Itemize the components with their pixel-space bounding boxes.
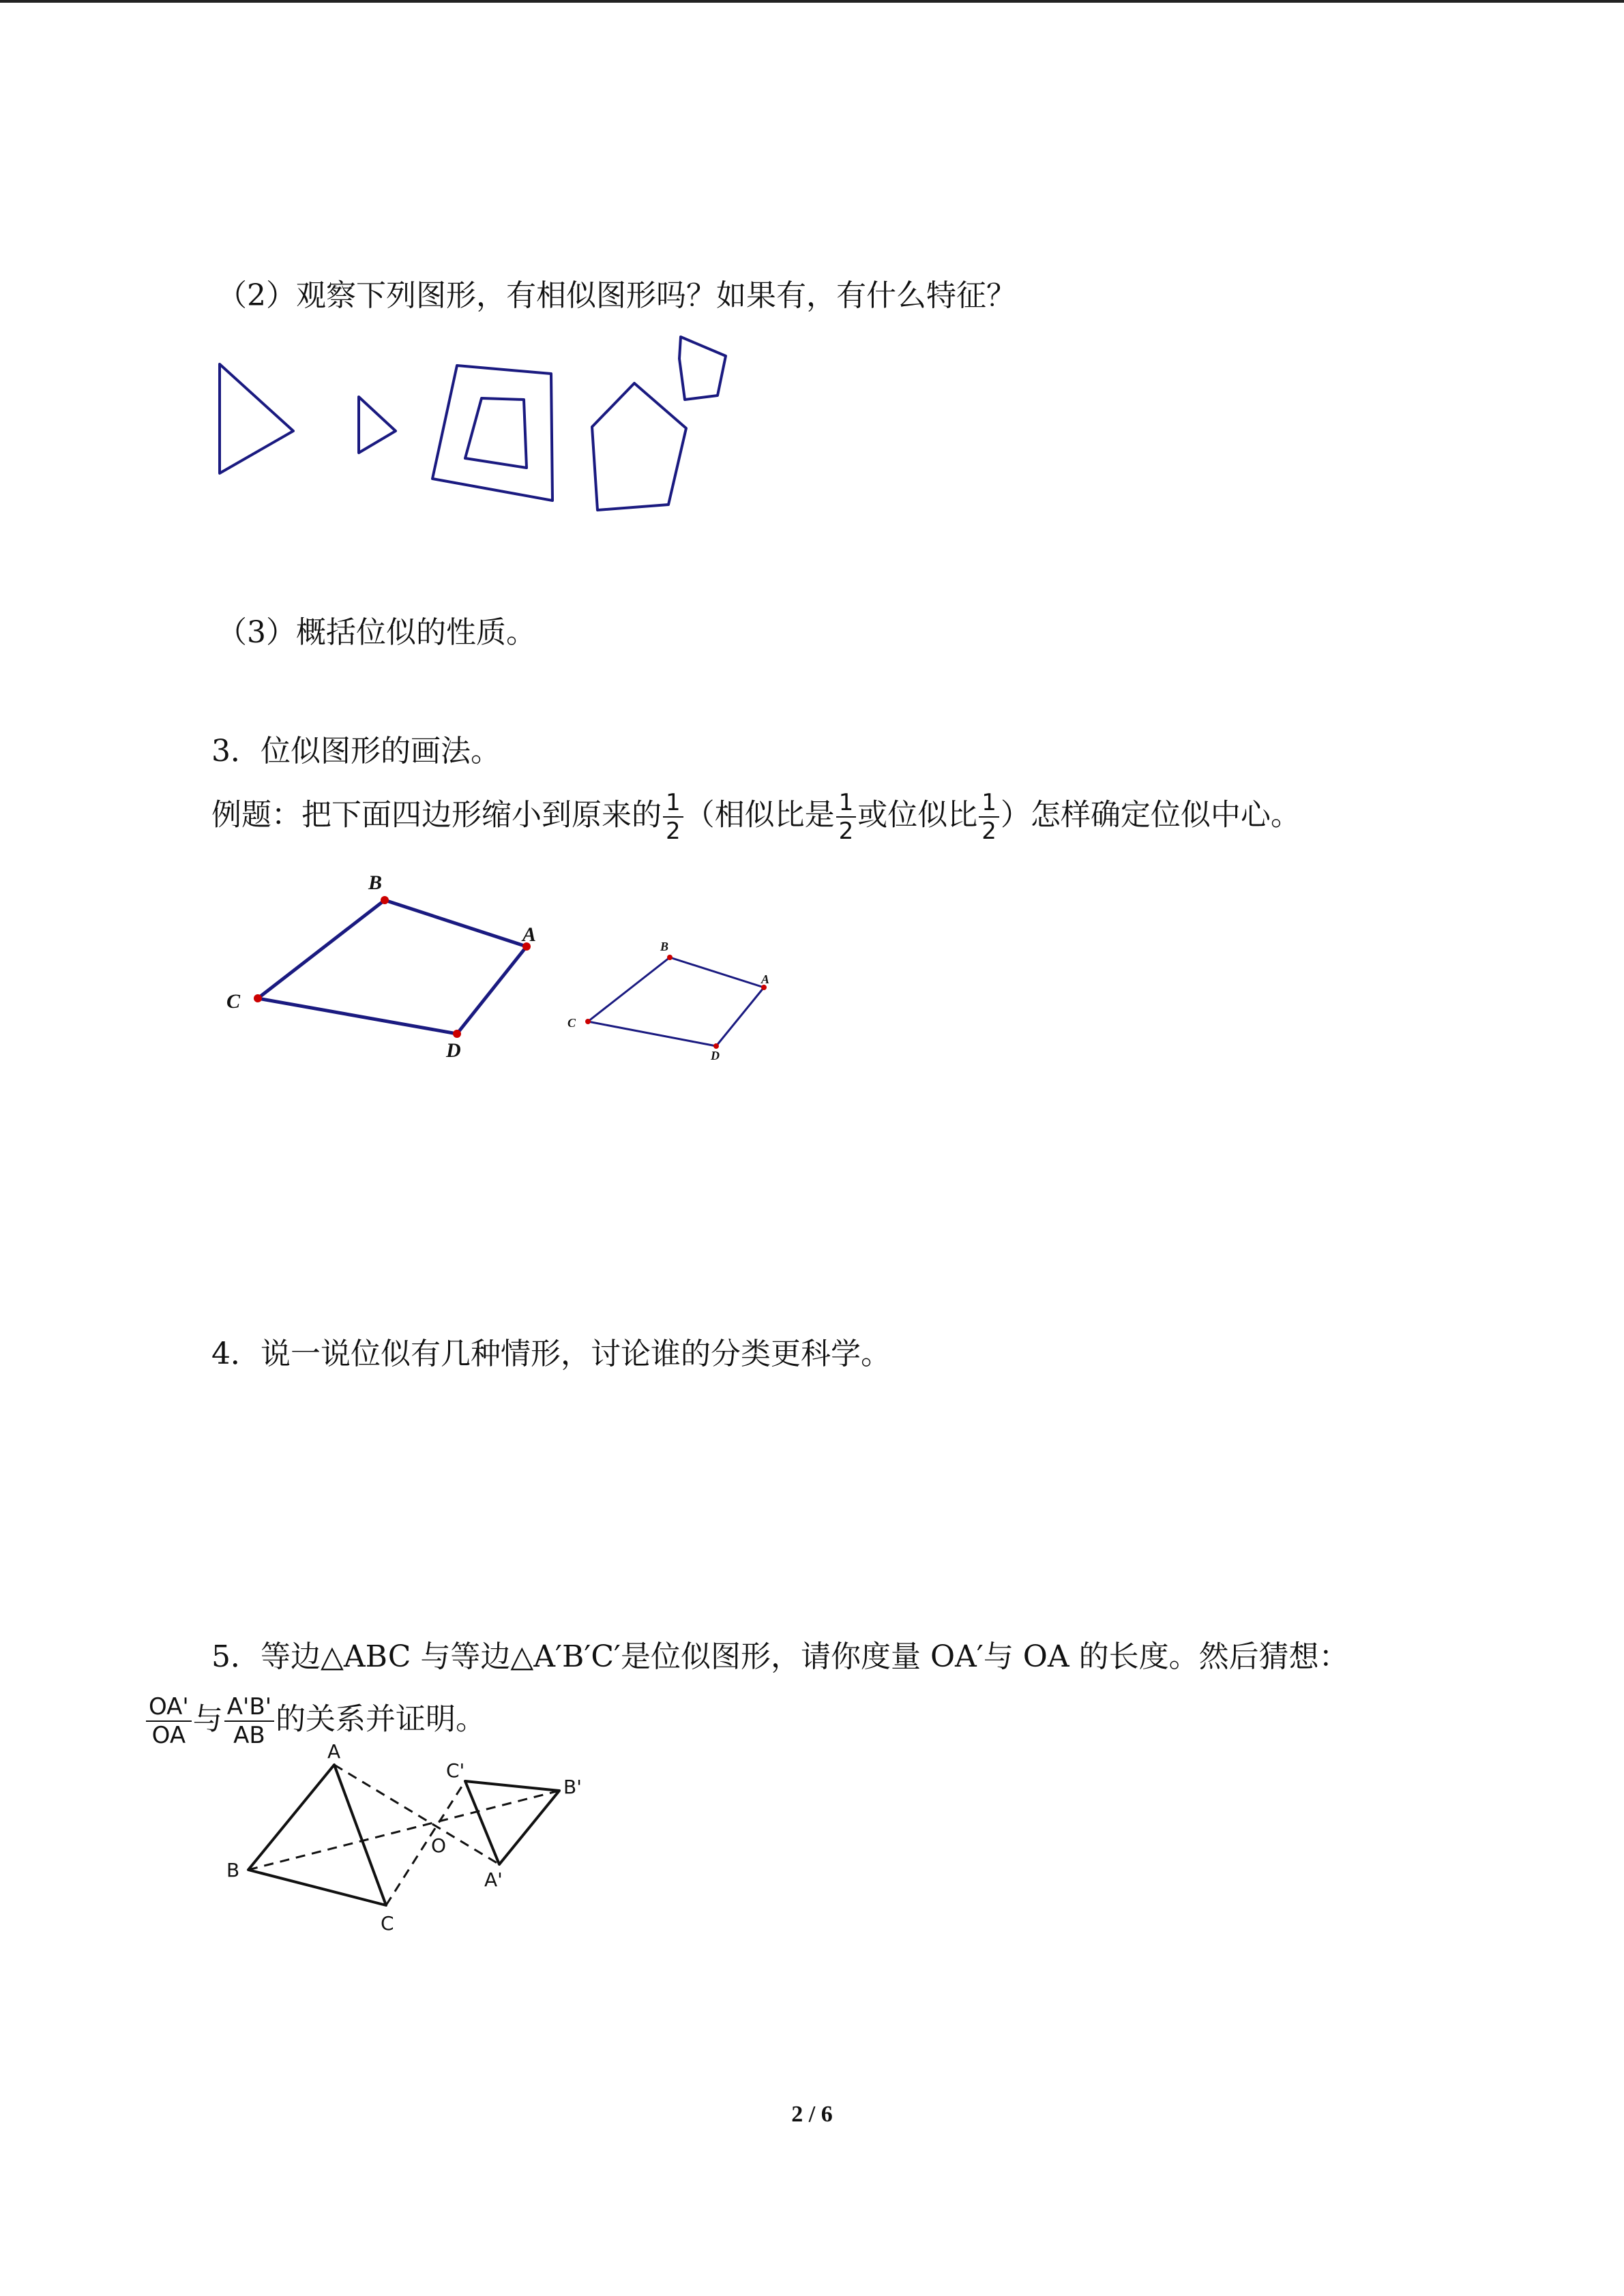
section-5-line1: 5．等边△ABC 与等边△A′B′C′是位似图形，请你度量 OA′与 OA 的长度。然后猜想： bbox=[211, 1639, 1349, 1674]
fraction-numerator: 1 bbox=[663, 791, 683, 818]
vertex-dot bbox=[667, 955, 673, 960]
label-o: O bbox=[431, 1834, 447, 1857]
label-a-prime: A' bbox=[484, 1868, 503, 1891]
fraction-denominator: AB bbox=[233, 1722, 265, 1749]
fraction-denominator: OA bbox=[151, 1722, 186, 1749]
question-2-text: （2）观察下列图形，有相似图形吗？如果有，有什么特征？ bbox=[217, 278, 1016, 313]
vertex-dot bbox=[254, 994, 262, 1002]
label-large-b: B bbox=[368, 871, 383, 894]
label-small-c: C bbox=[567, 1016, 576, 1030]
example-line bbox=[211, 791, 1301, 843]
fraction-numerator: A'B' bbox=[224, 1695, 274, 1722]
large-triangle bbox=[220, 364, 293, 473]
fraction-oa-ratio bbox=[146, 1695, 192, 1747]
section-3-heading: 3．位似图形的画法。 bbox=[211, 734, 501, 769]
label-small-d: D bbox=[711, 1049, 720, 1062]
question-3-text: （3）概括位似的性质。 bbox=[217, 615, 536, 650]
line2-suffix: 的关系并证明。 bbox=[276, 1701, 486, 1737]
label-small-a: A bbox=[761, 972, 770, 986]
label-a: A bbox=[327, 1740, 341, 1763]
shapes-figure bbox=[205, 327, 750, 518]
triangle-figure bbox=[218, 1740, 614, 1937]
vertex-dot bbox=[453, 1030, 461, 1038]
ratio-mid-text: （相似比是 bbox=[684, 797, 835, 833]
small-triangle bbox=[359, 397, 396, 453]
label-large-d: D bbox=[446, 1039, 461, 1062]
vertex-dot bbox=[585, 1019, 591, 1024]
section-5-line2 bbox=[145, 1695, 486, 1747]
small-pentagon bbox=[679, 337, 726, 400]
fraction-denominator: 2 bbox=[666, 818, 681, 845]
fraction-ab-ratio bbox=[224, 1695, 274, 1747]
top-border bbox=[0, 0, 1624, 3]
fraction-numerator: 1 bbox=[979, 791, 999, 818]
fraction-numerator: 1 bbox=[836, 791, 857, 818]
triangle-abc bbox=[248, 1765, 386, 1905]
with-text: 与 bbox=[192, 1701, 223, 1737]
example-prefix: 例题：把下面四边形缩小到原来的 bbox=[211, 797, 662, 833]
label-small-b: B bbox=[660, 940, 669, 953]
dashed-line-b bbox=[248, 1791, 559, 1870]
example-suffix: ）怎样确定位似中心。 bbox=[1000, 797, 1301, 833]
fraction-numerator: OA' bbox=[146, 1695, 192, 1722]
fraction-half-2 bbox=[836, 791, 857, 843]
fraction-denominator: 2 bbox=[981, 818, 996, 845]
large-pentagon bbox=[592, 383, 686, 510]
label-large-c: C bbox=[226, 990, 241, 1013]
vertex-dot bbox=[713, 1043, 719, 1049]
small-quadrilateral-abcd bbox=[588, 957, 764, 1046]
dashed-line-c bbox=[386, 1781, 465, 1905]
dashed-line-a bbox=[334, 1765, 499, 1864]
fraction-half-3 bbox=[979, 791, 999, 843]
label-c: C bbox=[381, 1912, 394, 1935]
label-b-prime: B' bbox=[563, 1776, 582, 1798]
outer-quadrilateral bbox=[432, 366, 552, 501]
section-4-text: 4．说一说位似有几种情形，讨论谁的分类更科学。 bbox=[211, 1337, 891, 1371]
label-b: B bbox=[226, 1859, 240, 1881]
fraction-denominator: 2 bbox=[838, 818, 854, 845]
page-number: 2 / 6 bbox=[791, 2102, 833, 2127]
vertex-dot bbox=[381, 896, 389, 904]
large-quadrilateral-abcd bbox=[258, 900, 527, 1034]
fraction-half-1 bbox=[663, 791, 683, 843]
inner-quadrilateral bbox=[465, 398, 527, 468]
label-c-prime: C' bbox=[446, 1759, 465, 1782]
label-large-a: A bbox=[522, 923, 537, 946]
quadrilateral-figure bbox=[211, 866, 798, 1071]
or-text: 或位似比 bbox=[857, 797, 978, 833]
